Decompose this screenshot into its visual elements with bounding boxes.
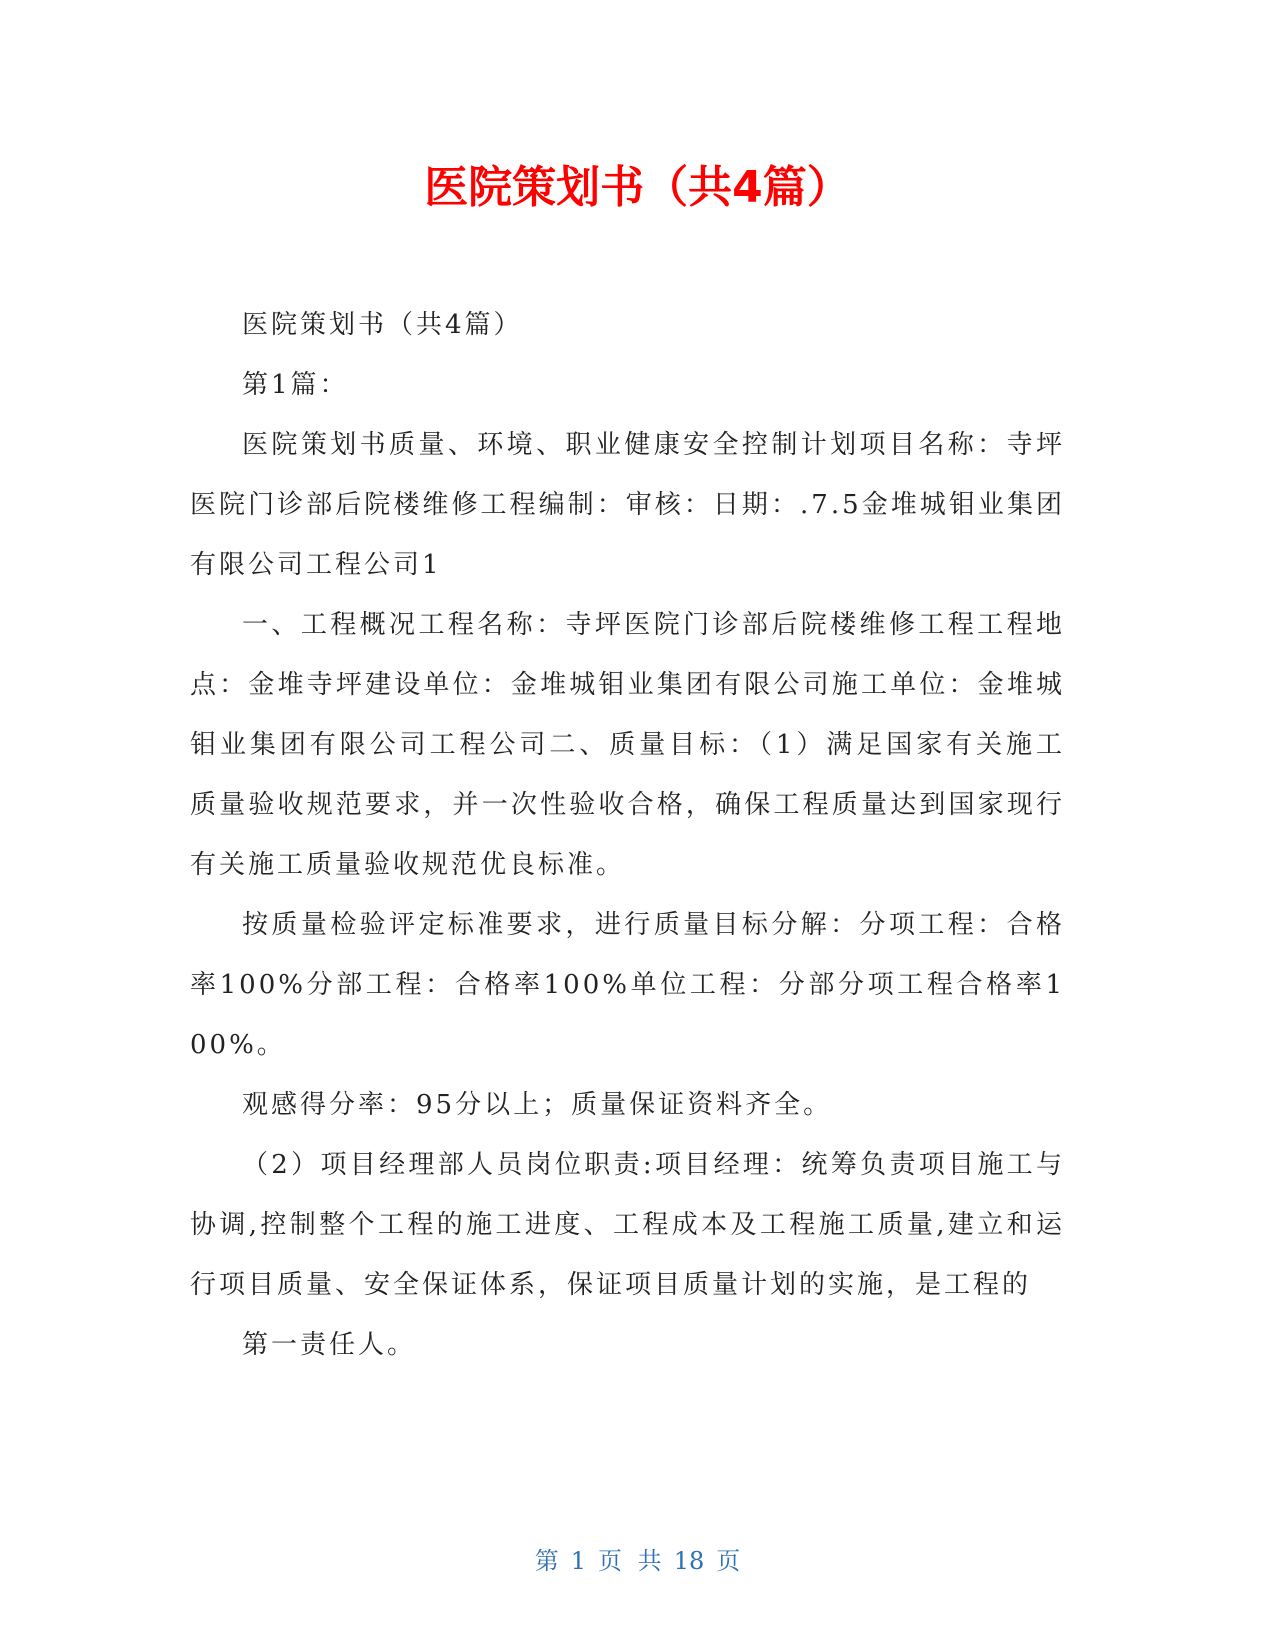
document-body bbox=[190, 295, 1065, 1375]
paragraph-responsibilities: （2）项目经理部人员岗位职责:项目经理：统筹负责项目施工与协调,控制整个工程的施工进度、工程成本及工程施工质量,建立和运行项目质量、安全保证体系，保证项目质量计划的实施，是工程的 bbox=[190, 1150, 1065, 1300]
paragraph-responsible-person: 第一责任人。 bbox=[242, 1330, 417, 1360]
footer-prefix: 第 bbox=[534, 1547, 559, 1575]
current-page-number: 1 bbox=[570, 1547, 587, 1575]
footer-suffix: 页 bbox=[716, 1547, 741, 1575]
total-page-count: 18 bbox=[673, 1547, 705, 1575]
footer-middle: 页 共 bbox=[598, 1547, 662, 1575]
paragraph-heading: 医院策划书（共4篇） bbox=[242, 310, 523, 340]
paragraph-part-label: 第1篇： bbox=[242, 370, 349, 400]
page-footer bbox=[0, 1545, 1275, 1577]
paragraph-overview: 一、工程概况工程名称：寺坪医院门诊部后院楼维修工程工程地点：金堆寺坪建设单位：金堆城钼业集团有限公司施工单位：金堆城钼业集团有限公司工程公司二、质量目标：（1）满足国家有关施工质量验收规范要求，并一次性验收合格，确保工程质量达到国家现行有关施工质量验收规范优良标准。 bbox=[190, 610, 1065, 880]
paragraph-score-rate: 观感得分率：95分以上；质量保证资料齐全。 bbox=[242, 1090, 833, 1120]
paragraph-quality-targets: 按质量检验评定标准要求，进行质量目标分解：分项工程：合格率100%分部工程：合格率100%单位工程：分部分项工程合格率100%。 bbox=[190, 910, 1065, 1060]
document-title: 医院策划书（共4篇） bbox=[424, 162, 851, 213]
paragraph-project-info: 医院策划书质量、环境、职业健康安全控制计划项目名称：寺坪医院门诊部后院楼维修工程编制：审核：日期：.7.5金堆城钼业集团有限公司工程公司1 bbox=[190, 430, 1065, 580]
